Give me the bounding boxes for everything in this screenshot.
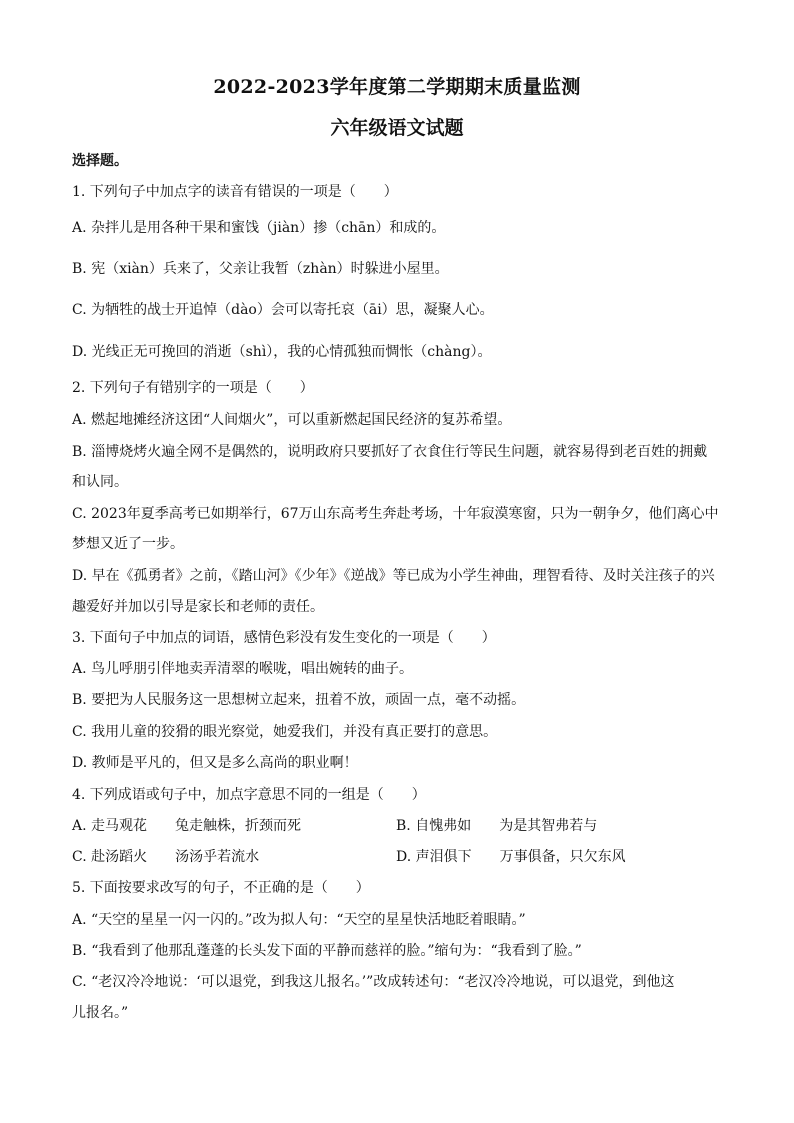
q2-option-b-line2: 和认同。 bbox=[72, 474, 128, 490]
exam-title: 2022-2023学年度第二学期期末质量监测 bbox=[213, 76, 581, 98]
q3-stem: 3. 下面句子中加点的词语，感情色彩没有发生变化的一项是（ ） bbox=[72, 630, 496, 646]
q2-option-c-line1: C. 2023年夏季高考已如期举行，67万山东高考生奔赴考场，十年寂漠寒窗，只为一朝争夕，他们离心中 bbox=[72, 506, 719, 522]
q5-option-a: A. “天空的星星一闪一闪的。”改为拟人句：“天空的星星快活地眨着眼睛。” bbox=[72, 912, 526, 928]
q5-option-c-line1: C. “老汉冷冷地说：‘可以退党，到我这儿报名。’”改成转述句：“老汉冷冷地说，可以退党，到他这 bbox=[72, 974, 675, 990]
q2-option-d-line1: D. 早在《孤勇者》之前，《踏山河》《少年》《逆战》等已成为小学生神曲，理智看待、及时关注孩子的兴 bbox=[72, 568, 715, 584]
q1-option-c: C. 为牺牲的战士开追悼（dào）会可以寄托哀（āi）思，凝聚人心。 bbox=[72, 302, 494, 318]
section-heading: 选择题。 bbox=[72, 153, 128, 169]
q4-option-a: A. 走马观花 兔走触株，折颈而死 bbox=[72, 818, 302, 834]
q4-option-d: D. 声泪俱下 万事俱备，只欠东风 bbox=[396, 849, 626, 865]
q3-option-c: C. 我用儿童的狡猾的眼光察觉，她爱我们，并没有真正要打的意思。 bbox=[72, 724, 498, 740]
q1-stem: 1. 下列句子中加点字的读音有错误的一项是（ ） bbox=[72, 184, 398, 200]
q5-option-c-line2: 儿报名。” bbox=[72, 1005, 129, 1021]
q3-option-a: A. 鸟儿呼朋引伴地卖弄清翠的喉咙，唱出婉转的曲子。 bbox=[72, 661, 414, 677]
q2-stem: 2. 下列句子有错别字的一项是（ ） bbox=[72, 380, 314, 396]
q2-option-c-line2: 梦想又近了一步。 bbox=[72, 536, 184, 552]
q1-option-b: B. 宪（xiàn）兵来了，父亲让我暂（zhàn）时躲进小屋里。 bbox=[72, 261, 449, 277]
q5-stem: 5. 下面按要求改写的句子，不正确的是（ ） bbox=[72, 880, 370, 896]
q5-option-b: B. “我看到了他那乱蓬蓬的长头发下面的平静而慈祥的脸。”缩句为：“我看到了脸。” bbox=[72, 943, 582, 959]
exam-subtitle: 六年级语文试题 bbox=[330, 117, 464, 139]
q4-stem: 4. 下列成语或句子中，加点字意思不同的一组是（ ） bbox=[72, 787, 426, 803]
q1-option-d: D. 光线正无可挽回的消逝（shì），我的心情孤独而惆怅（chàng）。 bbox=[72, 344, 492, 360]
q3-option-b: B. 要把为人民服务这一思想树立起来，扭着不放，顽固一点，毫不动摇。 bbox=[72, 692, 526, 708]
q1-option-a: A. 杂拌儿是用各种干果和蜜饯（jiàn）掺（chān）和成的。 bbox=[72, 220, 446, 236]
q4-option-c: C. 赴汤蹈火 汤汤乎若流水 bbox=[72, 849, 260, 865]
q2-option-d-line2: 趣爱好并加以引导是家长和老师的责任。 bbox=[72, 599, 324, 615]
q2-option-b-line1: B. 淄博烧烤火遍全网不是偶然的，说明政府只要抓好了衣食住行等民生问题，就容易得到老百姓的拥戴 bbox=[72, 444, 708, 460]
q2-option-a: A. 燃起地摊经济这团“人间烟火”，可以重新燃起国民经济的复苏希望。 bbox=[72, 412, 512, 428]
q4-option-b: B. 自愧弗如 为是其智弗若与 bbox=[396, 818, 598, 834]
q3-option-d: D. 教师是平凡的，但又是多么高尚的职业啊！ bbox=[72, 755, 358, 771]
